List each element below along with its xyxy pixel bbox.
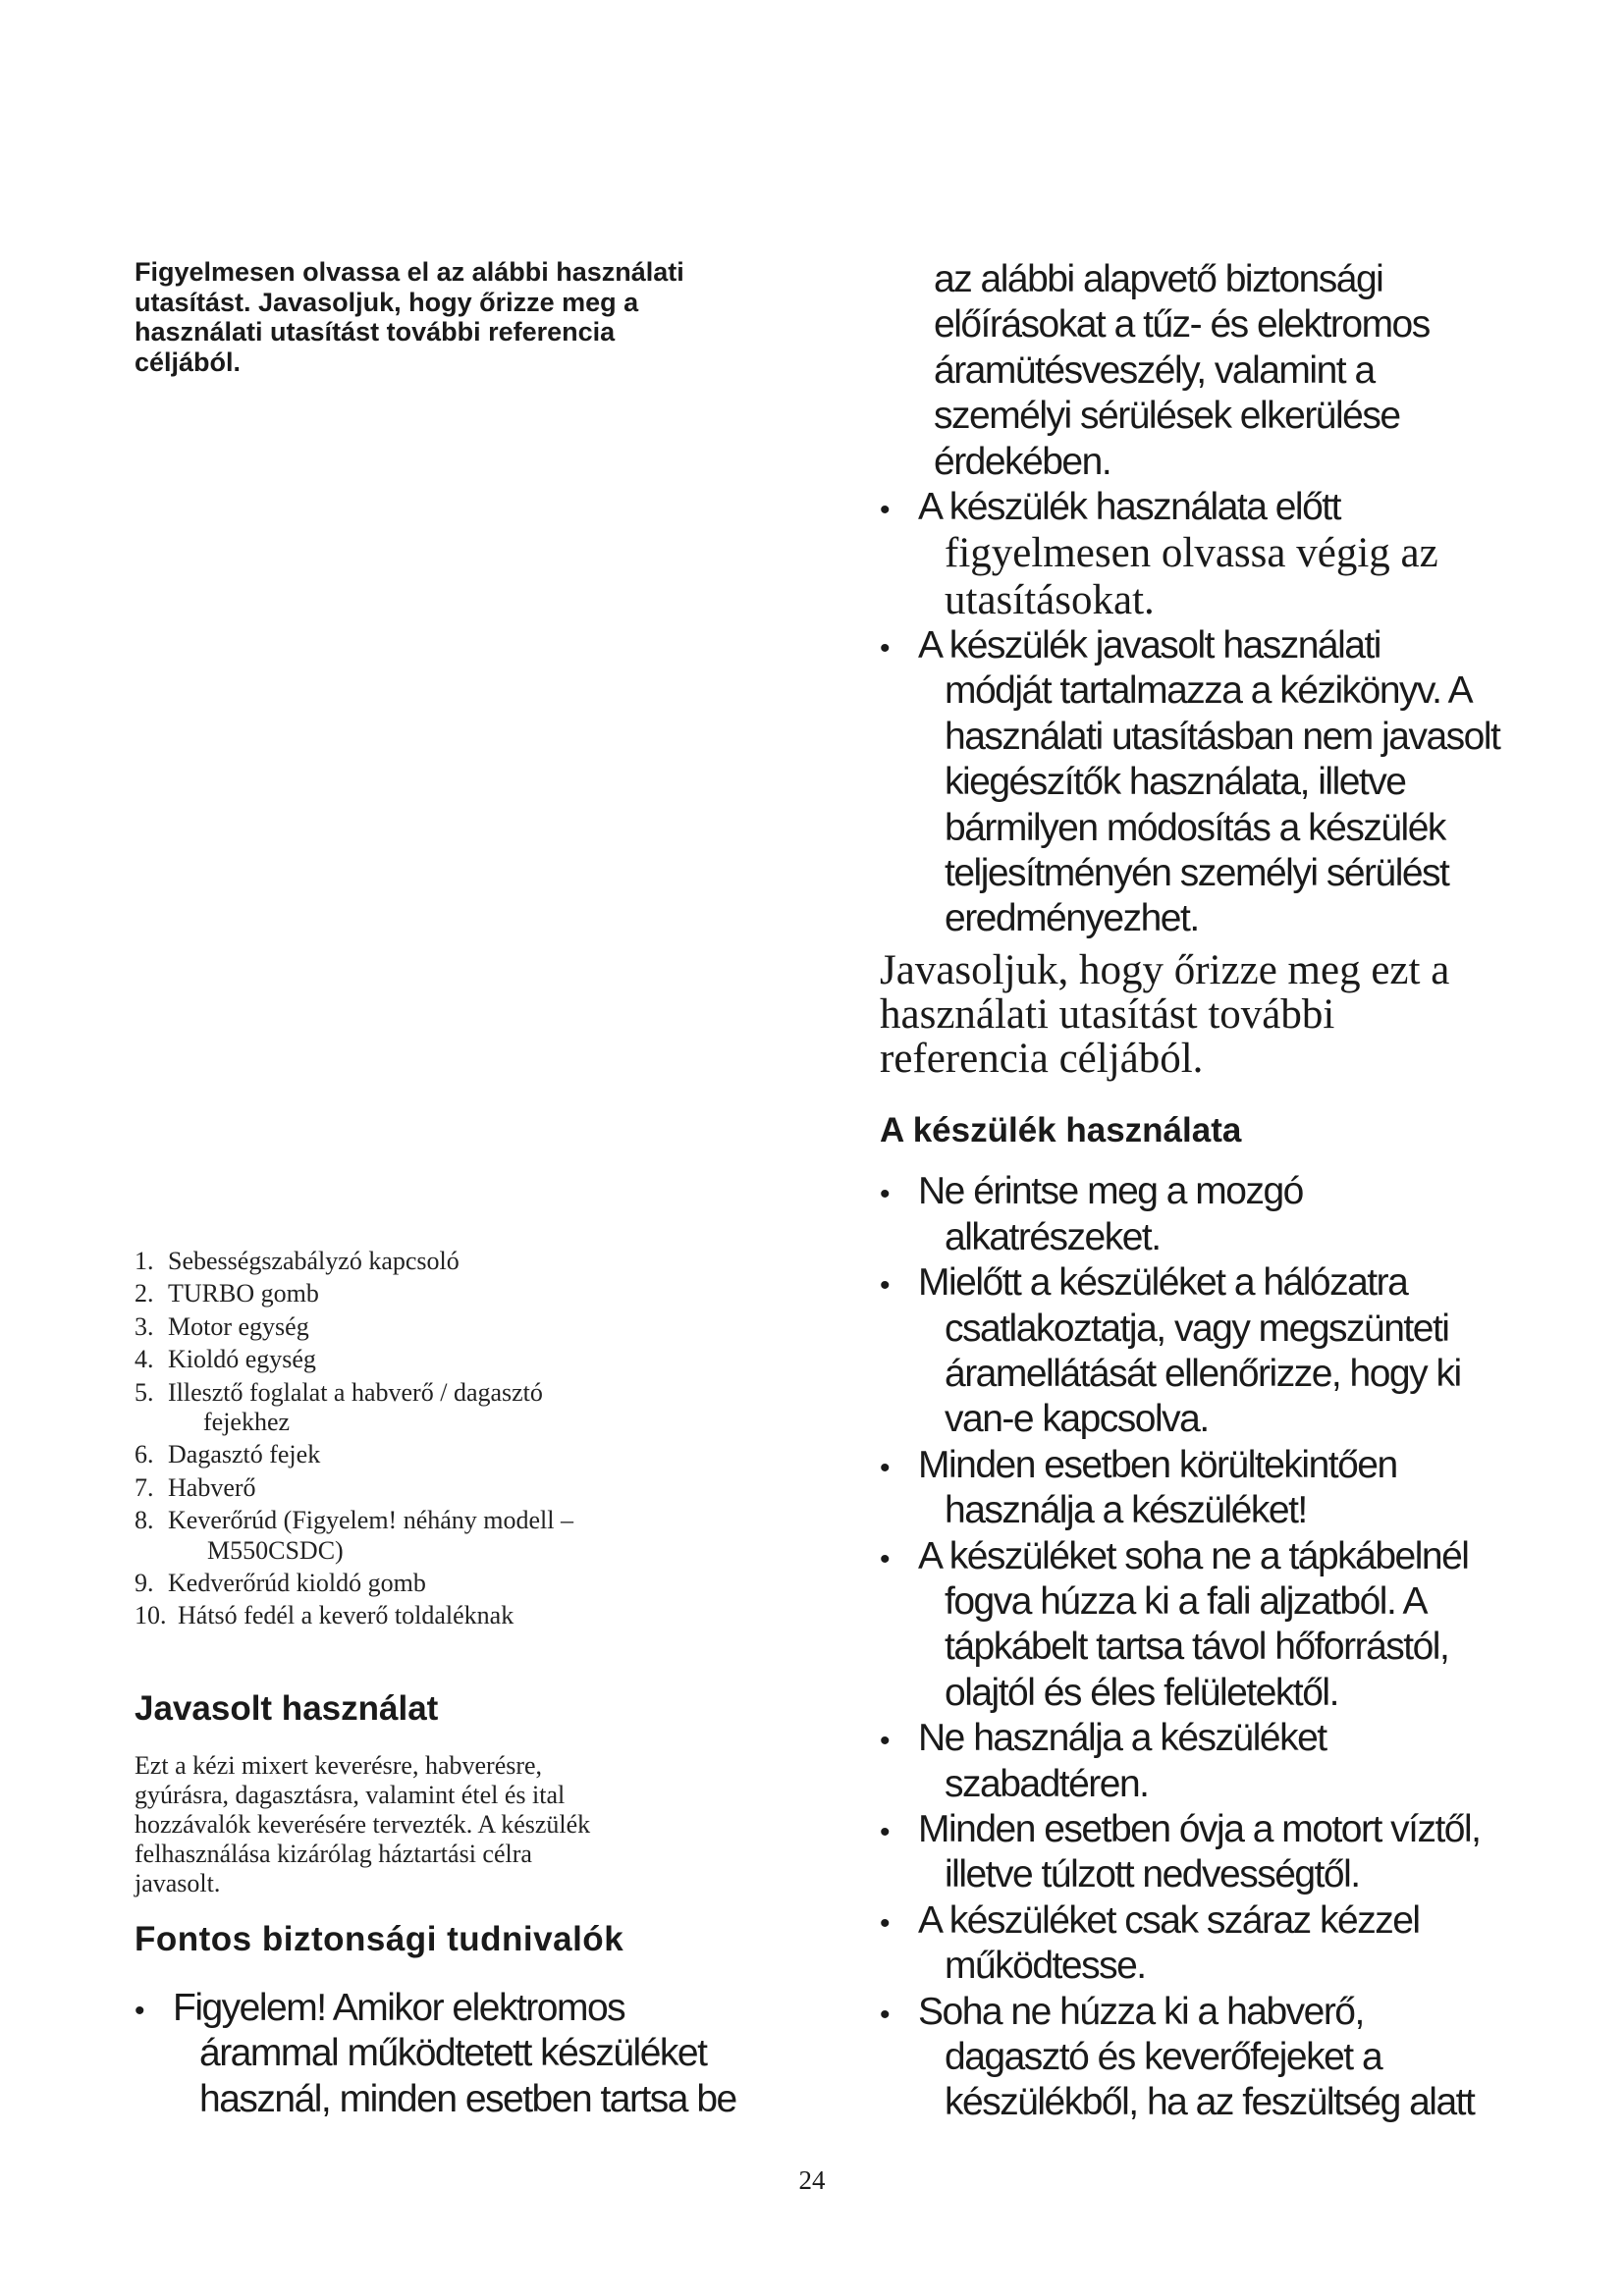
left-column xyxy=(135,257,763,377)
list-item: 7. Habverő xyxy=(135,1472,256,1502)
bullet-icon: • xyxy=(135,1995,144,2027)
list-item: • Soha ne húzza ki a habverő, dagasztó és keverőfejeket a készülékből, ha az feszültség alatt xyxy=(880,1990,1475,2124)
keep-instructions-text: Javasoljuk, hogy őrizze meg ezt a használati utasítást további referencia céljából. xyxy=(880,946,1450,1083)
list-item: • A készülék javasolt használati módját tartalmazza a kézikönyv. A használati utasításban nem javasolt kiegészítők használata, illetve bármilyen módosítás a készülék teljesítményén személyi sérülést eredményezhet. xyxy=(880,624,1500,940)
bullet-icon: • xyxy=(880,1451,890,1484)
intro-text xyxy=(135,257,763,377)
list-item-label: Illesztő foglalat a habverő / dagasztó xyxy=(168,1377,543,1407)
list-item: • Minden esetben körültekintően használja a készüléket! xyxy=(880,1443,1397,1532)
section-heading: Javasolt használat xyxy=(135,1689,439,1728)
intro-line: használati utasítást további referencia xyxy=(135,317,616,347)
list-item: 3. Motor egység xyxy=(135,1311,309,1341)
list-item: 5. Illesztő foglalat a habverő / dagasztó fejekhez xyxy=(135,1378,763,1438)
list-item: • Ne használja a készüléket szabadtéren. xyxy=(880,1717,1326,1805)
list-item: • Mielőtt a készüléket a hálózatra csatlakoztatja, vagy megszünteti áramellátását ellenőrizze, hogy ki van-e kapcsolva. xyxy=(880,1261,1461,1441)
intro-line: céljából. xyxy=(135,347,242,377)
intro-line: utasítást. Javasoljuk, hogy őrizze meg a xyxy=(135,287,639,317)
list-item-continuation: M550CSDC) xyxy=(207,1535,344,1565)
list-item: • A készüléket soha ne a tápkábelnél fogva húzza ki a fali aljzatból. A tápkábelt tartsa távol hőforrástól, olajtól és éles felületektől. xyxy=(880,1534,1469,1714)
bullet-icon: • xyxy=(880,1815,890,1848)
list-item: • Figyelem! Amikor elektromos árammal működtetett készüléket használ, minden esetben tartsa be xyxy=(135,1987,736,2120)
list-item: 6. Dagasztó fejek xyxy=(135,1440,321,1469)
list-item: 8. Keverőrúd (Figyelem! néhány modell – M550CSDC) xyxy=(135,1506,763,1566)
bullet-icon: • xyxy=(880,1178,890,1211)
usage-bullets xyxy=(880,1169,1508,2126)
list-item: • Ne érintse meg a mozgó alkatrészeket. xyxy=(880,1170,1303,1258)
bullet-icon: • xyxy=(880,1269,890,1303)
page-number: 24 xyxy=(798,2165,826,2195)
section-heading: Fontos biztonsági tudnivalók xyxy=(135,1920,624,1958)
list-item: • A készülék használata előtt figyelmesen olvassa végig az utasításokat. xyxy=(880,486,1438,623)
list-item: 1. Sebességszabályzó kapcsoló xyxy=(135,1247,460,1275)
list-item: 9. Kedverőrúd kioldó gomb xyxy=(135,1569,426,1598)
list-item: 10. Hátsó fedél a keverő toldaléknak xyxy=(135,1601,514,1630)
list-item-continuation: fejekhez xyxy=(203,1408,291,1437)
list-item: • Minden esetben óvja a motort víztől, illetve túlzott nedvességtől. xyxy=(880,1807,1481,1896)
safety-bullets xyxy=(135,1986,802,2122)
intro-line: Figyelmesen olvassa el az alábbi használati xyxy=(135,257,684,287)
bullet-icon: • xyxy=(880,494,890,527)
continued-text: az alábbi alapvető biztonsági előírásokat a tűz- és elektromos áramütésveszély, valamint a személyi sérülések elkerülése érdekében. xyxy=(934,258,1430,483)
list-item: 4. Kioldó egység xyxy=(135,1345,316,1374)
bullet-icon: • xyxy=(880,1906,890,1940)
list-item-label: Keverőrúd (Figyelem! néhány modell – xyxy=(168,1506,573,1535)
bullet-icon: • xyxy=(880,1725,890,1758)
list-item: • A készüléket csak száraz kézzel működtesse. xyxy=(880,1898,1420,1988)
bullet-icon: • xyxy=(880,632,890,666)
recommended-use-text: Ezt a kézi mixert keverésre, habverésre, gyúrásra, dagasztásra, valamint étel és ital hozzávalók keverésére tervezték. A készülék felhasználása kizárólag háztartási célra javasolt. xyxy=(135,1751,591,1897)
list-item: 2. TURBO gomb xyxy=(135,1279,319,1308)
safety-section xyxy=(135,1919,802,2122)
parts-list xyxy=(135,1247,763,1634)
bullet-icon: • xyxy=(880,1542,890,1575)
right-column xyxy=(880,257,1508,2126)
bullet-icon: • xyxy=(880,1998,890,2031)
safety-bullets-continued xyxy=(880,485,1508,942)
recommended-use-section xyxy=(135,1688,763,1897)
section-heading: A készülék használata xyxy=(880,1111,1242,1150)
